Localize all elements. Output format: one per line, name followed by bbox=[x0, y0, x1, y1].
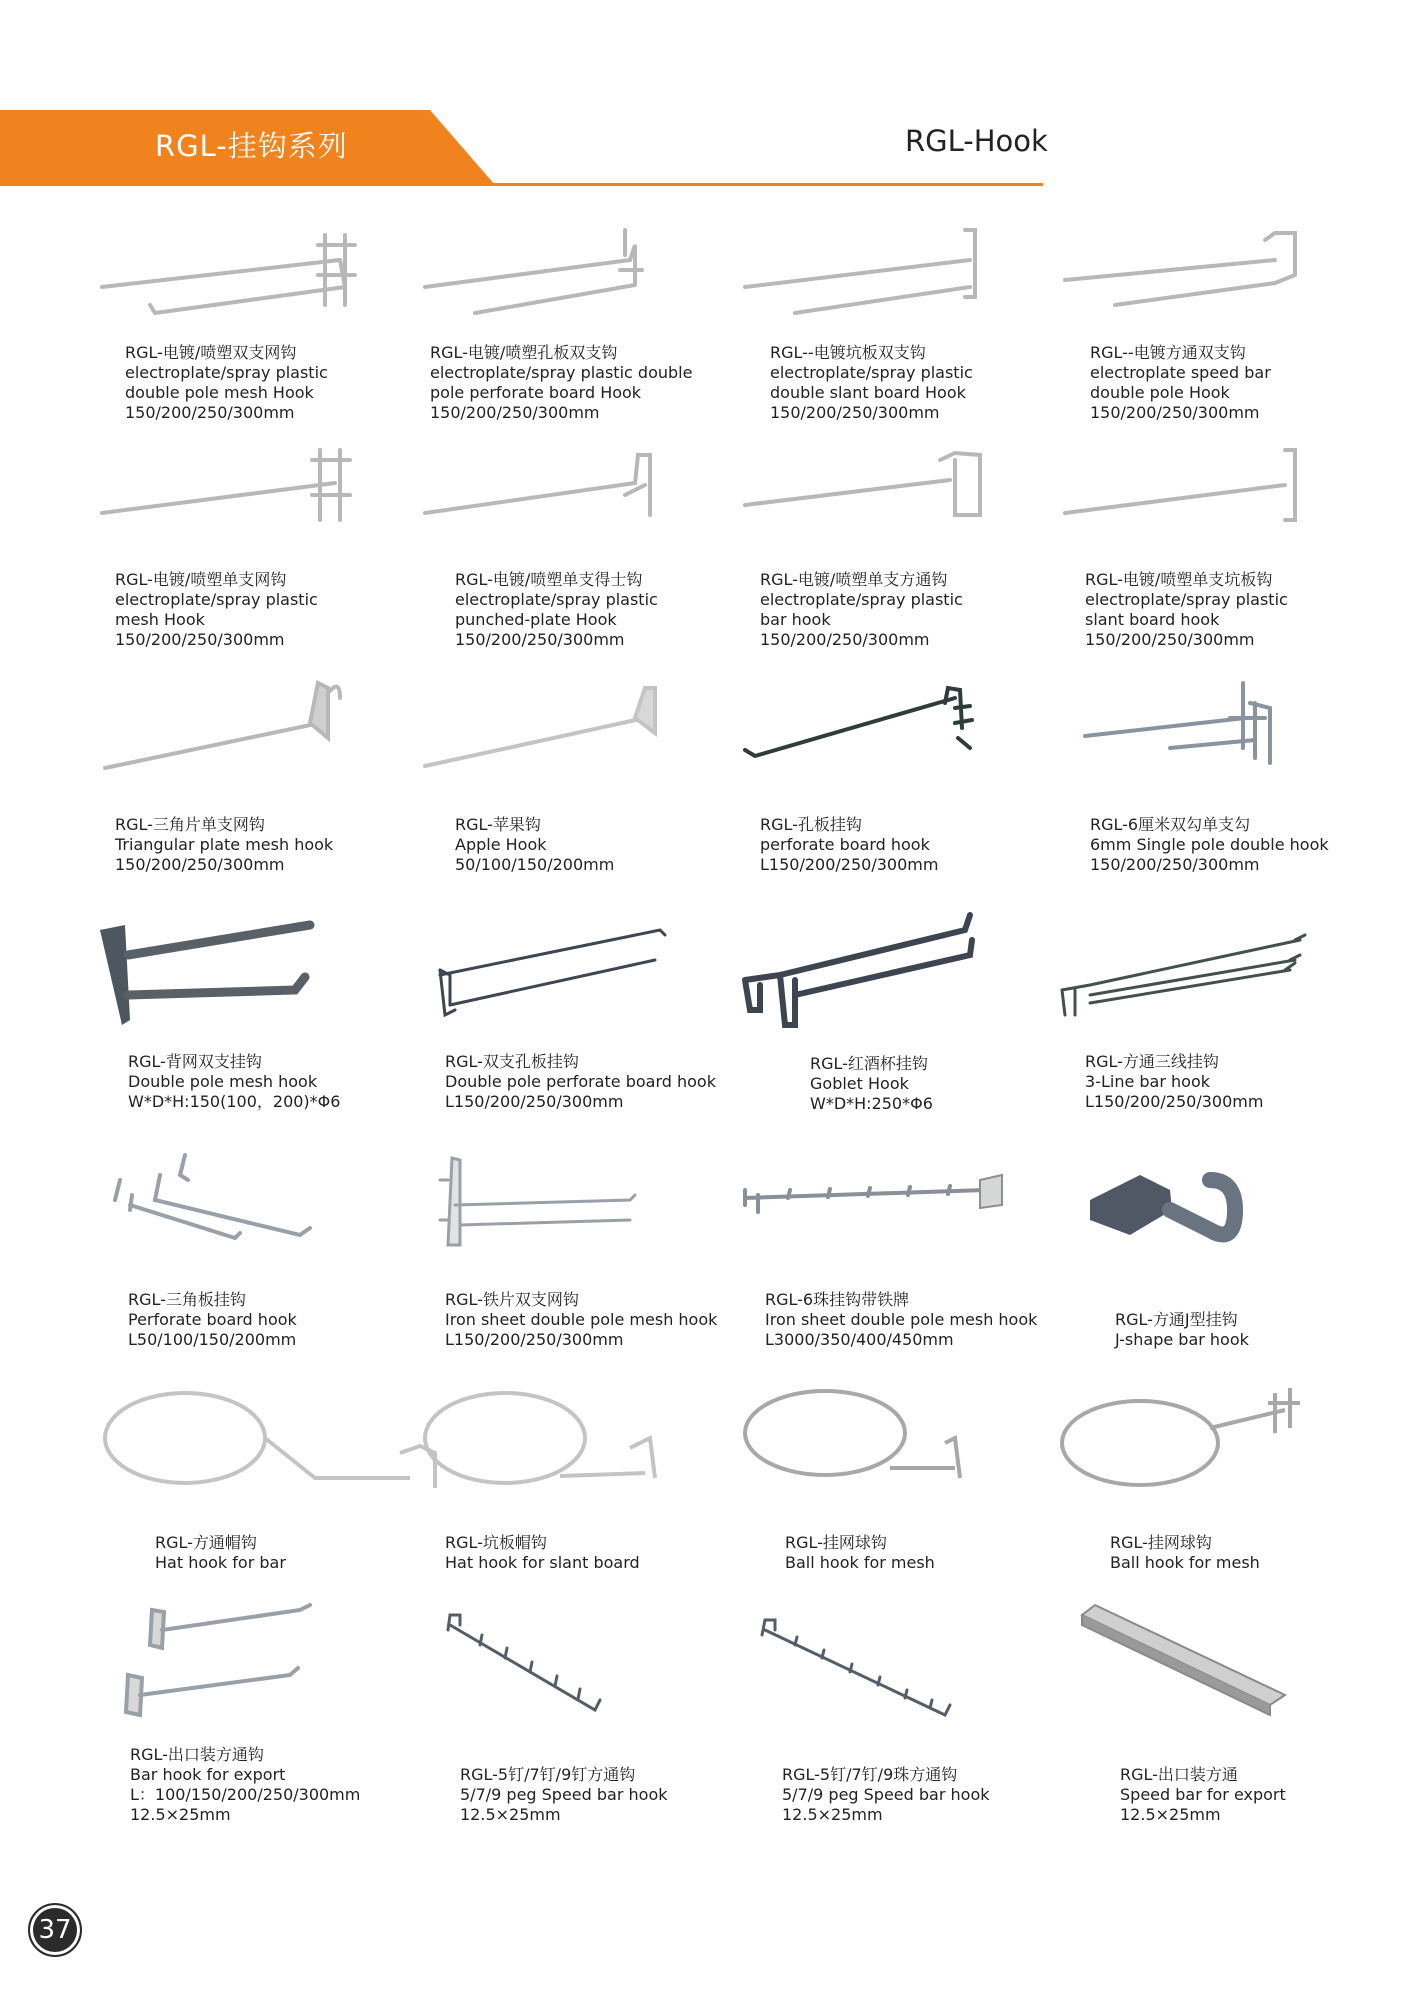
speed-bar-double-pole-hook-icon bbox=[1060, 225, 1330, 345]
caption-line: Ball hook for mesh bbox=[785, 1553, 935, 1572]
caption-line: RGL-苹果钩 bbox=[455, 815, 541, 834]
caption-line: RGL--电镀坑板双支钩 bbox=[770, 343, 926, 362]
page-title-en: RGL-Hook bbox=[905, 124, 1048, 158]
caption-line: 150/200/250/300mm bbox=[430, 403, 600, 422]
caption-line: RGL-出口装方通钩 bbox=[130, 1745, 264, 1764]
caption-line: 150/200/250/300mm bbox=[1090, 403, 1260, 422]
caption-line: 6mm Single pole double hook bbox=[1090, 835, 1329, 854]
caption-line: RGL-电镀/喷塑单支得士钩 bbox=[455, 570, 643, 589]
caption-line: RGL-5钉/7钉/9珠方通钩 bbox=[782, 1765, 958, 1784]
caption-line: Hat hook for slant board bbox=[445, 1553, 640, 1572]
caption-line: L150/200/250/300mm bbox=[760, 855, 939, 874]
caption-line: RGL-5钉/7钉/9钉方通钩 bbox=[460, 1765, 636, 1784]
caption-line: L150/200/250/300mm bbox=[445, 1092, 624, 1111]
hat-hook-for-bar-icon bbox=[100, 1388, 370, 1508]
ball-hook-for-mesh-2-icon bbox=[1060, 1388, 1330, 1508]
caption-line: RGL-铁片双支网钩 bbox=[445, 1290, 579, 1309]
caption-line: RGL-挂网球钩 bbox=[785, 1533, 887, 1552]
caption-line: Double pole perforate board hook bbox=[445, 1072, 716, 1091]
caption-line: pole perforate board Hook bbox=[430, 383, 642, 402]
caption-line: RGL-三角板挂钩 bbox=[128, 1290, 246, 1309]
caption-line: 150/200/250/300mm bbox=[1090, 855, 1260, 874]
caption-line: RGL-方通J型挂钩 bbox=[1115, 1310, 1238, 1329]
caption-line: RGL-三角片单支网钩 bbox=[115, 815, 265, 834]
caption-line: double pole mesh Hook bbox=[125, 383, 314, 402]
caption-line: RGL-红酒杯挂钩 bbox=[810, 1054, 928, 1073]
bar-hook-for-export-icon bbox=[100, 1600, 370, 1720]
caption-line: RGL-挂网球钩 bbox=[1110, 1533, 1212, 1552]
caption-line: RGL-出口装方通 bbox=[1120, 1765, 1238, 1784]
slant-board-hook-icon bbox=[1060, 445, 1330, 565]
hat-hook-for-slant-board-icon bbox=[420, 1388, 690, 1508]
caption-line: 12.5×25mm bbox=[460, 1805, 561, 1824]
caption-line: bar hook bbox=[760, 610, 831, 629]
caption-line: 150/200/250/300mm bbox=[115, 855, 285, 874]
caption-line: 150/200/250/300mm bbox=[115, 630, 285, 649]
caption-line: 12.5×25mm bbox=[782, 1805, 883, 1824]
caption-line: 5/7/9 peg Speed bar hook bbox=[782, 1785, 990, 1804]
caption-line: L150/200/250/300mm bbox=[1085, 1092, 1264, 1111]
caption-line: RGL--电镀方通双支钩 bbox=[1090, 343, 1246, 362]
caption-line: Ball hook for mesh bbox=[1110, 1553, 1260, 1572]
caption-line: 150/200/250/300mm bbox=[770, 403, 940, 422]
ball-peg-speed-bar-hook-icon bbox=[740, 1600, 1010, 1720]
double-pole-perforate-board-hook-icon bbox=[420, 225, 690, 345]
caption-line: electroplate/spray plastic double bbox=[430, 363, 693, 382]
caption-line: 12.5×25mm bbox=[1120, 1805, 1221, 1824]
caption-line: 150/200/250/300mm bbox=[125, 403, 295, 422]
caption-line: RGL-方通三线挂钩 bbox=[1085, 1052, 1219, 1071]
caption-line: Apple Hook bbox=[455, 835, 547, 854]
perforate-board-hook-icon bbox=[740, 678, 1010, 798]
caption-line: electroplate/spray plastic bbox=[115, 590, 318, 609]
caption-line: Iron sheet double pole mesh hook bbox=[445, 1310, 718, 1329]
punched-plate-hook-icon bbox=[420, 445, 690, 565]
mesh-hook-icon bbox=[100, 445, 370, 565]
caption-line: electroplate speed bar bbox=[1090, 363, 1271, 382]
caption-line: RGL-方通帽钩 bbox=[155, 1533, 257, 1552]
caption-line: L50/100/150/200mm bbox=[128, 1330, 297, 1349]
page-number-badge bbox=[28, 1903, 82, 1957]
caption-line: W*D*H:150(100，200)*Φ6 bbox=[128, 1092, 341, 1111]
single-pole-double-hook-icon bbox=[1060, 678, 1330, 798]
double-slant-board-hook-icon bbox=[740, 225, 1010, 345]
caption-line: L150/200/250/300mm bbox=[445, 1330, 624, 1349]
caption-line: RGL-电镀/喷塑双支网钩 bbox=[125, 343, 297, 362]
caption-line: Perforate board hook bbox=[128, 1310, 297, 1329]
perforate-board-hook-pair-icon bbox=[100, 1150, 370, 1270]
caption-line: RGL-双支孔板挂钩 bbox=[445, 1052, 579, 1071]
page-title-cn: RGL-挂钩系列 bbox=[155, 129, 348, 163]
caption-line: 150/200/250/300mm bbox=[1085, 630, 1255, 649]
caption-line: RGL-电镀/喷塑单支坑板钩 bbox=[1085, 570, 1273, 589]
caption-line: electroplate/spray plastic bbox=[760, 590, 963, 609]
caption-line: perforate board hook bbox=[760, 835, 930, 854]
caption-line: RGL-6珠挂钩带铁牌 bbox=[765, 1290, 910, 1309]
caption-line: RGL-电镀/喷塑单支方通钩 bbox=[760, 570, 948, 589]
caption-line: RGL-坑板帽钩 bbox=[445, 1533, 547, 1552]
caption-line: mesh Hook bbox=[115, 610, 205, 629]
speed-bar-for-export-icon bbox=[1060, 1600, 1330, 1720]
caption-line: 150/200/250/300mm bbox=[760, 630, 930, 649]
triangular-plate-mesh-hook-icon bbox=[100, 678, 370, 798]
iron-sheet-double-pole-mesh-hook-icon bbox=[420, 1150, 690, 1270]
caption-line: RGL-背网双支挂钩 bbox=[128, 1052, 262, 1071]
caption-line: Speed bar for export bbox=[1120, 1785, 1286, 1804]
caption-line: Double pole mesh hook bbox=[128, 1072, 318, 1091]
double-pole-mesh-hook-icon bbox=[100, 225, 370, 345]
caption-line: Hat hook for bar bbox=[155, 1553, 286, 1572]
caption-line: J-shape bar hook bbox=[1115, 1330, 1249, 1349]
caption-line: RGL-孔板挂钩 bbox=[760, 815, 862, 834]
caption-line: 50/100/150/200mm bbox=[455, 855, 615, 874]
caption-line: Bar hook for export bbox=[130, 1765, 286, 1784]
double-pole-mesh-hook-dark-icon bbox=[100, 915, 370, 1035]
caption-line: electroplate/spray plastic bbox=[770, 363, 973, 382]
three-line-bar-hook-icon bbox=[1060, 915, 1330, 1035]
header-divider bbox=[0, 183, 1043, 186]
caption-line: Triangular plate mesh hook bbox=[115, 835, 334, 854]
caption-line: L：100/150/200/250/300mm bbox=[130, 1785, 361, 1804]
ball-hook-for-mesh-icon bbox=[740, 1388, 1010, 1508]
caption-line: RGL-6厘米双勾单支勾 bbox=[1090, 815, 1251, 834]
six-ball-hook-with-plate-icon bbox=[740, 1150, 1010, 1270]
caption-line: slant board hook bbox=[1085, 610, 1220, 629]
goblet-hook-icon bbox=[740, 915, 1010, 1035]
caption-line: RGL-电镀/喷塑单支网钩 bbox=[115, 570, 287, 589]
caption-line: electroplate/spray plastic bbox=[455, 590, 658, 609]
double-pole-perforate-board-hook-dark-icon bbox=[420, 915, 690, 1035]
page-number: 37 bbox=[38, 1915, 72, 1945]
caption-line: Iron sheet double pole mesh hook bbox=[765, 1310, 1038, 1329]
apple-hook-icon bbox=[420, 678, 690, 798]
caption-line: 3-Line bar hook bbox=[1085, 1072, 1210, 1091]
j-shape-bar-hook-icon bbox=[1060, 1150, 1330, 1270]
caption-line: 5/7/9 peg Speed bar hook bbox=[460, 1785, 668, 1804]
caption-line: electroplate/spray plastic bbox=[1085, 590, 1288, 609]
caption-line: punched-plate Hook bbox=[455, 610, 617, 629]
peg-speed-bar-hook-icon bbox=[420, 1600, 690, 1720]
bar-hook-icon bbox=[740, 445, 1010, 565]
caption-line: RGL-电镀/喷塑孔板双支钩 bbox=[430, 343, 618, 362]
caption-line: double pole Hook bbox=[1090, 383, 1230, 402]
caption-line: 12.5×25mm bbox=[130, 1805, 231, 1824]
caption-line: W*D*H:250*Φ6 bbox=[810, 1094, 933, 1113]
caption-line: electroplate/spray plastic bbox=[125, 363, 328, 382]
caption-line: Goblet Hook bbox=[810, 1074, 909, 1093]
caption-line: L3000/350/400/450mm bbox=[765, 1330, 954, 1349]
caption-line: 150/200/250/300mm bbox=[455, 630, 625, 649]
caption-line: double slant board Hook bbox=[770, 383, 966, 402]
